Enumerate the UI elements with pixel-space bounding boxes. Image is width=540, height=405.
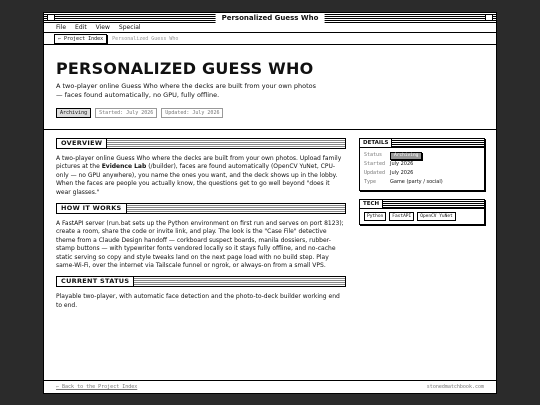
detail-row (364, 160, 480, 169)
how-text: A FastAPI server (run.bat sets up the Python environment on first run and serves on port 8123); create a room, share the code or invite link, and play. The look is the "Case File" detective theme from a Claude Design handoff — corkboard suspect boards, manila dossiers, rubber-stamp buttons — with typewriter fonts vendored locally so it stays fully offline, and no-cache static serving so copy and style tweaks land on the next page load with no build step. Play same-Wi-Fi, over the internet via Tailscale funnel or ngrok, or always-on from a small VPS. (56, 220, 344, 270)
how-header (56, 203, 346, 214)
started-tag: Started: July 2026 (95, 108, 157, 118)
details-header (360, 139, 484, 148)
tag-row (56, 108, 484, 118)
site-name: stonedmatchbook.com (426, 384, 484, 390)
card-stripes (383, 200, 484, 208)
tech-card (359, 199, 485, 225)
overview-text: A two-player online Guess Who where the decks are built from your own photos. Upload family pictures at the Evidence Lab (/builder), faces are found automatically (OpenCV YuNet, CPU-only — no GPU anywhere), you name the ones you want, and the deck shows up in the lobby. When the faces are people you actually know, the questions get to go well beyond "does it wear glasses." (56, 155, 342, 196)
details-card (359, 138, 485, 191)
footer (44, 380, 496, 393)
page-title: PERSONALIZED GUESS WHO (56, 59, 314, 78)
detail-row (364, 169, 480, 178)
status-badge: Archiving (390, 152, 422, 160)
status-text: Playable two-player, with automatic face detection and the photo-to-deck builder working end to end. (56, 293, 340, 309)
status-tag: Archiving (56, 108, 91, 118)
how-title: HOW IT WORKS (57, 204, 127, 213)
tech-chip: OpenCV YuNet (417, 212, 456, 221)
updated-tag: Updated: July 2026 (161, 108, 223, 118)
tech-chips (364, 212, 480, 221)
tech-title: TECH (360, 200, 383, 208)
menu-edit[interactable]: Edit (75, 24, 87, 31)
detail-row (364, 151, 480, 160)
app-window (43, 12, 497, 394)
status-title: CURRENT STATUS (57, 277, 134, 286)
back-to-index-link[interactable]: ← Back to the Project Index (56, 384, 138, 390)
overview-title: OVERVIEW (57, 139, 107, 148)
detail-value: July 2026 (390, 161, 414, 167)
menu-special[interactable]: Special (118, 24, 141, 31)
evidence-lab-link[interactable]: Evidence Lab (101, 163, 147, 171)
detail-value: July 2026 (390, 170, 414, 176)
hero (44, 45, 496, 130)
title-bar[interactable] (44, 13, 496, 23)
window-title: Personalized Guess Who (216, 13, 325, 23)
main-column (56, 138, 346, 316)
detail-key: Type (364, 179, 377, 185)
close-box-icon[interactable] (47, 14, 55, 21)
tech-chip: FastAPI (389, 212, 414, 221)
tech-chip: Python (364, 212, 386, 221)
detail-value: Game (party / social) (390, 179, 443, 185)
content-area[interactable] (44, 130, 496, 370)
menu-view[interactable]: View (95, 24, 110, 31)
card-stripes (392, 139, 484, 147)
menu-bar (44, 23, 496, 33)
page-description: A two-player online Guess Who where the decks are built from your own photos — faces found automatically, no GPU, fully offline. (56, 82, 317, 99)
details-body (360, 148, 484, 190)
overview-header (56, 138, 346, 149)
detail-key: Status (364, 152, 383, 158)
status-header (56, 276, 346, 287)
header-stripes (134, 277, 345, 286)
project-index-button[interactable]: ← Project Index (54, 34, 107, 44)
header-stripes (127, 204, 345, 213)
detail-key: Started (364, 161, 386, 167)
detail-row (364, 178, 480, 187)
zoom-box-icon[interactable] (485, 14, 493, 21)
tech-body (360, 209, 484, 224)
tech-header (360, 200, 484, 209)
detail-key: Updated (364, 170, 386, 176)
breadcrumb-current: Personalized Guess Who (112, 35, 179, 42)
menu-file[interactable]: File (56, 24, 67, 31)
details-title: DETAILS (360, 139, 392, 147)
header-stripes (107, 139, 345, 148)
side-column (359, 138, 485, 233)
breadcrumb (44, 33, 496, 45)
